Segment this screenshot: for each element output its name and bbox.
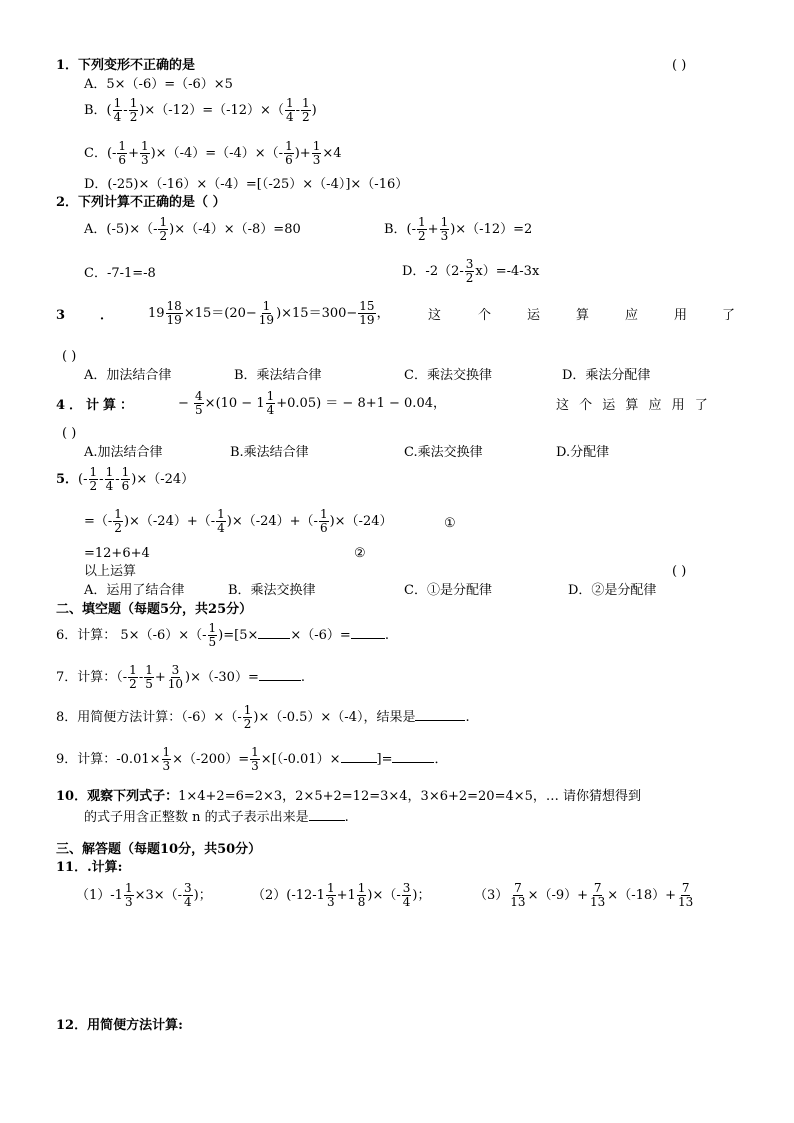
q1-answer-paren: ( ) (672, 58, 687, 73)
fraction: $\frac{7}{13}$ (678, 881, 694, 909)
fraction: $\frac{1}{2}$ (114, 507, 122, 535)
fraction: $\frac{7}{13}$ (510, 881, 526, 909)
q9-blank-1 (341, 750, 377, 763)
q10-line1: 10．观察下列式子：1×4+2=6=2×3，2×5+2=12=3×4，3×6+2=20=4×5，… 请你猜想得到 (56, 789, 642, 804)
q7: 7．计算：（- $\frac{1}{2}$ - $\frac{1}{5}$ + $\frac{3}{10}$ )×（-30）= . (56, 663, 305, 691)
q5-line4: 以上运算 (84, 564, 137, 579)
fraction: $\frac{3}{2}$ (465, 257, 474, 285)
q2-option-a: A．(-5)×（- $\frac{1}{2}$ )×（-4）×（-8）=80 (84, 215, 301, 243)
q3-option-b: B．乘法结合律 (234, 368, 322, 383)
q11-part-1: （1）-1 $\frac{1}{3}$ ×3×（- $\frac{3}{4}$ )； (76, 881, 212, 909)
q7-blank (259, 668, 301, 681)
fraction: $\frac{3}{4}$ (184, 881, 192, 909)
q5-line1: 5．(- $\frac{1}{2}$ - $\frac{1}{4}$ - $\frac{1}{6}$ )×（-24） (56, 465, 195, 493)
fraction: $\frac{1}{4}$ (105, 465, 114, 493)
q4-expression: − $\frac{4}{5}$ ×(10 − 1 $\frac{1}{4}$ +0.05) ＝ − 8+1 − 0.04， (178, 389, 446, 417)
fraction: $\frac{1}{3}$ (162, 745, 171, 773)
fraction: $\frac{1}{2}$ (129, 96, 138, 124)
q5-option-c: C．①是分配律 (404, 583, 492, 598)
q10-blank (309, 808, 345, 821)
q6-blank-1 (258, 626, 290, 639)
section-3-heading: 三、解答题（每题10分，共50分） (56, 842, 262, 857)
q3-dot: ． (100, 308, 114, 323)
fraction: $\frac{1}{2}$ (89, 465, 98, 493)
q3-expression: 19 $\frac{18}{19}$ ×15＝(20− $\frac{1}{19}$ )×15＝300− $\frac{15}{19}$ ， (148, 299, 390, 327)
q8-blank (415, 708, 465, 721)
q10-line2: 的式子用含正整数 n 的式子表示出来是 . (84, 810, 349, 825)
q11-stem: 11．.计算: (56, 860, 123, 875)
q4-stem-pre: 4．计算： (56, 398, 138, 413)
fraction: $\frac{1}{6}$ (285, 139, 293, 167)
q3-tail-6: 了 (722, 308, 736, 323)
q1-option-b: B．( $\frac{1}{4}$ - $\frac{1}{2}$ )×（-12）=（-12）×（ $\frac{1}{4}$ - $\frac{1}{2}$ ) (84, 96, 317, 124)
fraction: $\frac{1}{2}$ (418, 215, 426, 243)
fraction: $\frac{1}{2}$ (159, 215, 168, 243)
q4-option-b: B.乘法结合律 (230, 445, 309, 460)
fraction: $\frac{1}{2}$ (243, 703, 252, 731)
fraction: $\frac{1}{2}$ (129, 663, 137, 691)
fraction: $\frac{1}{3}$ (140, 139, 149, 167)
q4-tail: 这 个 运 算 应 用 了 (556, 398, 711, 413)
fraction: $\frac{1}{6}$ (319, 507, 328, 535)
fraction: $\frac{1}{4}$ (113, 96, 122, 124)
q2-stem: 2．下列计算不正确的是（ ） (56, 195, 226, 210)
q8: 8．用简便方法计算：（-6）×（- $\frac{1}{2}$ )×（-0.5）×（-4），结果是 . (56, 703, 470, 731)
fraction: $\frac{18}{19}$ (166, 299, 182, 327)
q3-tail-0: 这 (428, 308, 442, 323)
fraction: $\frac{1}{5}$ (208, 621, 217, 649)
q3-tail-3: 算 (576, 308, 590, 323)
fraction: $\frac{1}{3}$ (326, 881, 335, 909)
q3-option-a: A．加法结合律 (84, 368, 172, 383)
fraction: $\frac{1}{3}$ (251, 745, 259, 773)
q5-mark-1: ① (444, 516, 456, 531)
q4-option-c: C.乘法交换律 (404, 445, 483, 460)
q3-tail-5: 用 (674, 308, 688, 323)
q5-mark-2: ② (354, 546, 366, 561)
fraction: $\frac{1}{3}$ (440, 215, 449, 243)
fraction: $\frac{1}{6}$ (121, 465, 130, 493)
q4-option-a: A.加法结合律 (84, 445, 163, 460)
q3-tail-1: 个 (478, 308, 492, 323)
fraction: $\frac{1}{6}$ (118, 139, 127, 167)
q2-option-b: B．(- $\frac{1}{2}$ + $\frac{1}{3}$ )×（-12）=2 (384, 215, 533, 243)
q4-option-d: D.分配律 (556, 445, 610, 460)
q6: 6．计算： 5×（-6）×（- $\frac{1}{5}$ )=[5× ×（-6）= . (56, 621, 389, 649)
fraction: $\frac{1}{4}$ (217, 507, 225, 535)
q4-answer-paren: ( ) (62, 426, 77, 441)
q11-part-3: （3） $\frac{7}{13}$ ×（-9）+ $\frac{7}{13}$ ×（-18）+ $\frac{7}{13}$ (474, 881, 694, 909)
section-2-heading: 二、填空题（每题5分，共25分） (56, 602, 253, 617)
q9-blank-2 (392, 750, 434, 763)
q3-option-d: D．乘法分配律 (562, 368, 651, 383)
q5-option-b: B．乘法交换律 (228, 583, 316, 598)
fraction: $\frac{3}{10}$ (167, 663, 184, 691)
q1-option-c: C．(- $\frac{1}{6}$ + $\frac{1}{3}$ )×（-4）=（-4）×（- $\frac{1}{6}$ )+ $\frac{1}{3}$ ×4 (84, 139, 342, 167)
fraction: $\frac{1}{4}$ (266, 389, 275, 417)
q3-number: 3 (56, 308, 66, 323)
q9: 9．计算：-0.01× $\frac{1}{3}$ ×（-200）= $\frac{1}{3}$ ×[（-0.01）× ]= ． (56, 745, 448, 773)
q1-option-a: A．5×（-6）=（-6）×5 (84, 77, 233, 92)
q2-option-d: D．-2（2- $\frac{3}{2}$ x）=-4-3x (402, 257, 540, 285)
fraction: $\frac{1}{3}$ (312, 139, 321, 167)
fraction: $\frac{3}{4}$ (402, 881, 411, 909)
fraction: $\frac{1}{2}$ (302, 96, 310, 124)
q5-option-d: D．②是分配律 (568, 583, 657, 598)
q12-stem: 12．用简便方法计算: (56, 1018, 183, 1033)
fraction: $\frac{1}{19}$ (258, 299, 275, 327)
q2-option-c: C．-7-1=-8 (84, 266, 156, 281)
q5-option-a: A．运用了结合律 (84, 583, 185, 598)
q3-answer-paren: ( ) (62, 349, 77, 364)
q3-tail-2: 运 (527, 308, 541, 323)
q3-option-c: C．乘法交换律 (404, 368, 492, 383)
q1-option-d: D．(-25)×（-16）×（-4）=[（-25）×（-4）]×（-16） (84, 177, 409, 192)
fraction: $\frac{15}{19}$ (359, 299, 375, 327)
q11-part-2: （2）(-12-1 $\frac{1}{3}$ +1 $\frac{1}{8}$ )×（- $\frac{3}{4}$ )； (252, 881, 431, 909)
fraction: $\frac{1}{5}$ (145, 663, 153, 691)
q5-line2: =（- $\frac{1}{2}$ )×（-24）+（- $\frac{1}{4}$ )×（-24）+（- $\frac{1}{6}$ )×（-24） (84, 507, 393, 535)
fraction: $\frac{1}{4}$ (285, 96, 294, 124)
q6-blank-2 (351, 626, 385, 639)
q5-line3: =12+6+4 (84, 546, 150, 561)
fraction: $\frac{7}{13}$ (590, 881, 606, 909)
q5-answer-paren: ( ) (672, 564, 687, 579)
fraction: $\frac{4}{5}$ (195, 389, 203, 417)
fraction: $\frac{1}{8}$ (357, 881, 366, 909)
fraction: $\frac{1}{3}$ (124, 881, 133, 909)
q3-tail-4: 应 (625, 308, 639, 323)
q1-stem: 1．下列变形不正确的是 (56, 58, 196, 73)
